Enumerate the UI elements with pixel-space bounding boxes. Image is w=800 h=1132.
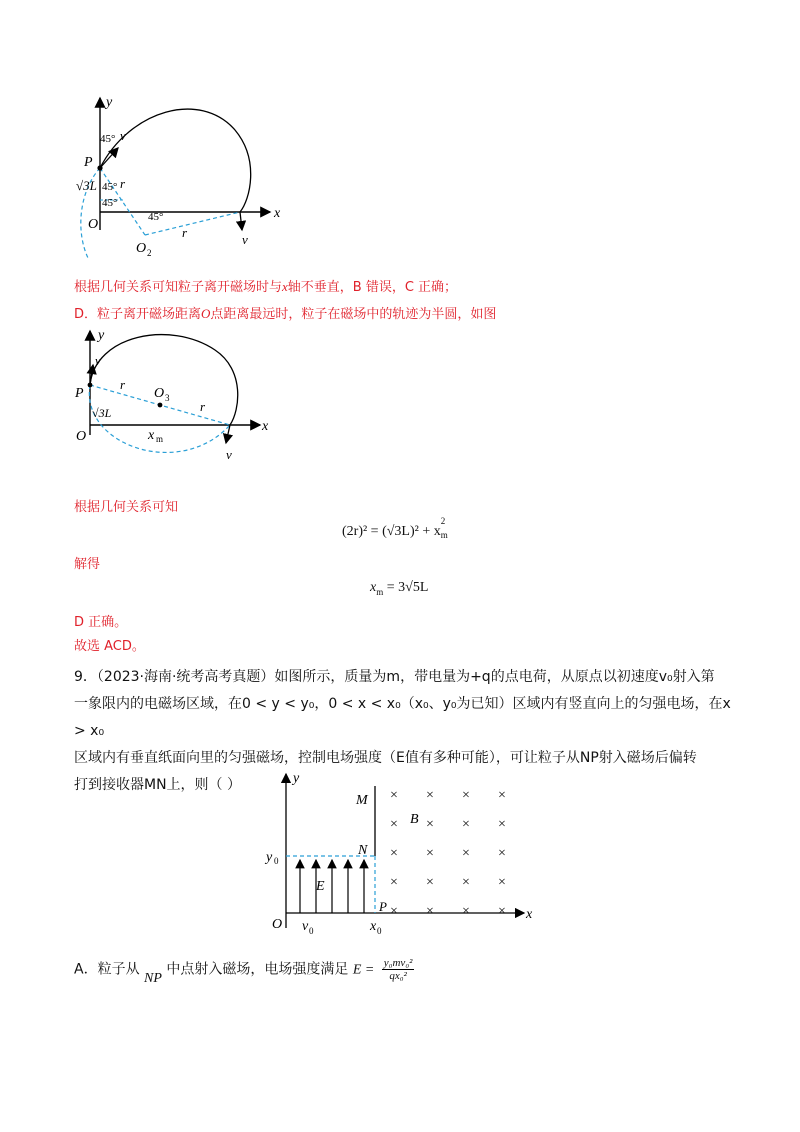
option-d-pre: D．粒子离开磁场距离	[74, 307, 202, 322]
label-o: O	[76, 429, 87, 444]
svg-text:×: ×	[426, 817, 434, 832]
semicircle-arc	[90, 335, 238, 425]
label-p: P	[75, 386, 84, 401]
magnetic-field-crosses	[390, 788, 506, 919]
svg-text:×: ×	[390, 788, 398, 803]
option-a-np: NP	[144, 970, 162, 986]
velocity-arrow-bottom	[240, 212, 242, 230]
svg-text:×: ×	[462, 875, 470, 890]
label-x0-sub: 0	[377, 926, 382, 936]
geo-relation-text: 根据几何关系可知	[74, 500, 179, 515]
label-o: O	[272, 917, 283, 932]
label-y0: y	[266, 850, 273, 865]
label-v0: v	[302, 919, 309, 934]
label-xm-sub: m	[156, 434, 164, 444]
label-b: B	[410, 812, 419, 827]
label-y: y	[98, 328, 105, 343]
label-y: y	[106, 95, 113, 110]
option-a-fraction	[382, 957, 415, 982]
question-9-line-4: 打到接收器MN上，则（ ）	[74, 777, 242, 793]
option-a-mid: 中点射入磁场，电场强度满足	[166, 961, 349, 978]
svg-text:×: ×	[390, 875, 398, 890]
figure-2-semicircle-diagram	[70, 325, 280, 485]
label-p: P	[84, 155, 93, 170]
svg-text:×: ×	[498, 788, 506, 803]
equation-2-rhs: = 3√5L	[383, 580, 429, 595]
label-v-bottom: v	[226, 447, 232, 462]
equation-2-sub: m	[376, 586, 384, 597]
label-v-top: v	[120, 128, 126, 143]
solve-text: 解得	[74, 557, 101, 572]
label-o2: O	[136, 241, 147, 256]
option-a	[74, 957, 414, 986]
conclusion-rest: 轴不垂直，B 错误，C 正确；	[287, 280, 458, 295]
figure-3-field-diagram	[262, 768, 542, 940]
conclusion-text: 根据几何关系可知粒子离开磁场时与	[74, 280, 283, 295]
option-d-rest: 点距离最远时，粒子在磁场中的轨迹为半圆，如图	[210, 307, 497, 322]
d-correct-text: D 正确。	[74, 615, 128, 630]
label-angle-mid1: 45°	[102, 181, 118, 193]
svg-text:×: ×	[498, 904, 506, 919]
equation-2-lhs: x	[370, 580, 377, 595]
label-o2-sub: 2	[147, 248, 152, 258]
equation-1-sub: m	[440, 530, 448, 540]
label-x: x	[262, 419, 269, 434]
equation-1	[342, 516, 448, 540]
label-r-upper: r	[120, 176, 126, 191]
option-a-e: E =	[352, 962, 375, 978]
label-angle-mid2: 45°	[102, 197, 118, 209]
label-r2: r	[200, 399, 206, 414]
label-x0: x	[370, 919, 377, 934]
equation-1-sup: 2	[440, 516, 446, 526]
svg-text:×: ×	[426, 904, 434, 919]
question-9-line-3: 区域内有垂直纸面向里的匀强磁场，控制电场强度（E值有多种可能），可让粒子从NP射入磁场后偏转	[74, 750, 697, 766]
label-p: P	[379, 899, 387, 914]
svg-text:×: ×	[426, 846, 434, 861]
svg-text:×: ×	[462, 846, 470, 861]
svg-text:×: ×	[390, 846, 398, 861]
question-9-line-1: 9．（2023·海南·统考高考真题）如图所示，质量为m，带电量为+q的点电荷，从原点以初速度v₀射入第	[74, 669, 715, 685]
svg-text:×: ×	[426, 875, 434, 890]
velocity-arrow-top	[100, 148, 118, 168]
label-v0-sub: 0	[309, 926, 314, 936]
label-o3: O	[154, 386, 165, 401]
question-9-line-2: 一象限内的电磁场区域，在0 < y < y₀，0 < x < x₀（x₀、y₀为已知）区域内有竖直向上的匀强电场，在x > x₀	[74, 696, 731, 739]
choose-answer-text: 故选 ACD。	[74, 639, 145, 654]
label-xm: x	[148, 428, 155, 443]
svg-text:×: ×	[498, 817, 506, 832]
svg-text:×: ×	[498, 846, 506, 861]
label-sqrt3l: √3L	[76, 178, 97, 193]
svg-text:×: ×	[462, 817, 470, 832]
var-x: x	[282, 279, 288, 294]
svg-text:×: ×	[462, 788, 470, 803]
label-x: x	[274, 206, 281, 221]
equation-1-body: (2r)² = (√3L)² + x	[342, 524, 441, 539]
option-a-denominator: qx₀²	[389, 970, 407, 982]
figure-1-trajectory-diagram	[70, 90, 290, 260]
label-angle-top: 45°	[100, 133, 116, 145]
label-m: M	[356, 793, 368, 808]
label-v-top: v	[95, 353, 101, 368]
svg-text:×: ×	[390, 904, 398, 919]
var-o: O	[201, 306, 211, 321]
option-a-numerator: y₀mv₀²	[383, 957, 413, 969]
conclusion-line-bc	[74, 276, 457, 295]
equation-2	[370, 580, 428, 597]
center-o3	[158, 403, 163, 408]
option-a-pre: A．粒子从	[74, 961, 140, 978]
label-r-lower: r	[182, 225, 188, 240]
label-v-bottom: v	[242, 232, 248, 247]
svg-text:×: ×	[390, 817, 398, 832]
electric-field-arrows	[300, 860, 364, 913]
label-sqrt3l: √3L	[92, 406, 112, 420]
label-x: x	[526, 907, 533, 922]
svg-text:×: ×	[498, 875, 506, 890]
label-angle-o2: 45°	[148, 211, 164, 223]
label-o3-sub: 3	[165, 393, 170, 403]
label-e: E	[316, 879, 325, 894]
label-o: O	[88, 217, 99, 232]
option-d-line	[74, 303, 496, 322]
trajectory-arc	[100, 109, 251, 212]
label-r1: r	[120, 377, 126, 392]
svg-text:×: ×	[426, 788, 434, 803]
label-y0-sub: 0	[274, 856, 279, 866]
label-n: N	[358, 843, 368, 858]
label-y: y	[293, 771, 300, 786]
svg-text:×: ×	[462, 904, 470, 919]
